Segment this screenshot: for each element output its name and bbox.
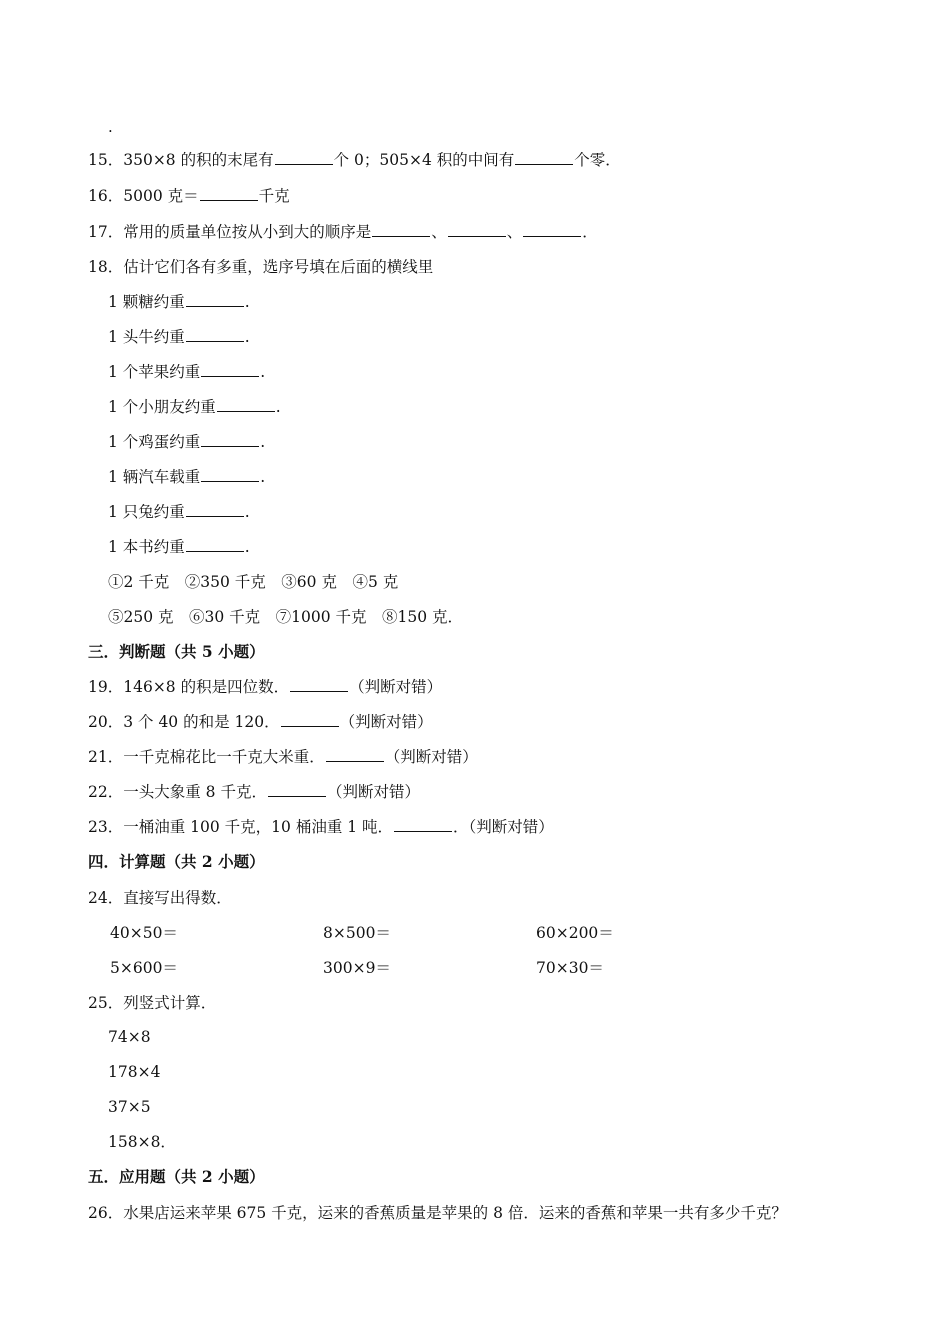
q24-text: 直接写出得数． bbox=[123, 889, 232, 907]
q24-expression: 70×30＝ bbox=[536, 959, 604, 977]
q18-item bbox=[108, 397, 281, 417]
question-18 bbox=[88, 257, 433, 277]
q22-text: 一头大象重 8 千克． bbox=[123, 783, 267, 801]
q18-item bbox=[108, 502, 250, 522]
question-25 bbox=[88, 993, 216, 1013]
q25-expression: 178×4 bbox=[108, 1063, 161, 1081]
q17-number: 17． bbox=[88, 223, 124, 241]
q23-blank[interactable] bbox=[394, 817, 452, 832]
q18-item-label: 1 颗糖约重 bbox=[108, 293, 185, 311]
q18-item bbox=[108, 467, 265, 487]
q18-options-row-1: ①2 千克 ②350 千克 ③60 克 ④5 克 bbox=[108, 573, 399, 591]
question-24 bbox=[88, 888, 232, 908]
q18-item-end: . bbox=[244, 503, 250, 521]
q18-item bbox=[108, 362, 265, 382]
q20-number: 20． bbox=[88, 713, 124, 731]
q18-item bbox=[108, 432, 265, 452]
q20-text: 3 个 40 的和是 120． bbox=[123, 713, 280, 731]
q22-hint: （判断对错） bbox=[326, 783, 420, 801]
q18-item-label: 1 个苹果约重 bbox=[108, 363, 201, 381]
q18-item bbox=[108, 327, 250, 347]
q22-number: 22． bbox=[88, 783, 124, 801]
question-21 bbox=[88, 747, 478, 767]
q19-text: 146×8 的积是四位数． bbox=[123, 678, 290, 696]
q25-expression: 74×8 bbox=[108, 1028, 151, 1046]
q25-text: 列竖式计算． bbox=[123, 994, 217, 1012]
q17-sep-2: 、 bbox=[506, 223, 523, 241]
q20-hint: （判断对错） bbox=[339, 713, 433, 731]
q15-blank-2[interactable] bbox=[515, 150, 573, 165]
q18-item-blank[interactable] bbox=[201, 432, 259, 447]
q24-expression: 300×9＝ bbox=[323, 959, 391, 977]
q19-number: 19． bbox=[88, 678, 124, 696]
q23-text: 一桶油重 100 千克，10 桶油重 1 吨． bbox=[123, 818, 394, 836]
q18-item-blank[interactable] bbox=[186, 537, 244, 552]
q16-text-a: 5000 克＝ bbox=[123, 187, 199, 205]
q21-hint: （判断对错） bbox=[384, 748, 478, 766]
q15-blank-1[interactable] bbox=[275, 150, 333, 165]
q18-item-end: . bbox=[275, 398, 281, 416]
q24-expression: 60×200＝ bbox=[536, 924, 614, 942]
q18-item-blank[interactable] bbox=[186, 327, 244, 342]
q19-hint: （判断对错） bbox=[349, 678, 443, 696]
question-16 bbox=[88, 186, 290, 206]
question-17 bbox=[88, 222, 598, 242]
q17-end: ． bbox=[582, 223, 598, 241]
q18-item bbox=[108, 292, 250, 312]
question-15 bbox=[88, 150, 621, 170]
section-5-heading: 五．应用题（共 2 小题） bbox=[88, 1167, 265, 1186]
q26-number: 26． bbox=[88, 1204, 124, 1222]
page-continuation-dot: . bbox=[108, 118, 113, 136]
q18-item bbox=[108, 537, 250, 557]
question-26 bbox=[88, 1203, 787, 1223]
q18-item-blank[interactable] bbox=[201, 467, 259, 482]
q18-item-label: 1 个鸡蛋约重 bbox=[108, 433, 201, 451]
q18-options-row-2: ⑤250 克 ⑥30 千克 ⑦1000 千克 ⑧150 克． bbox=[108, 608, 464, 626]
q18-item-end: . bbox=[260, 468, 266, 486]
q17-blank-3[interactable] bbox=[523, 222, 581, 237]
q18-item-end: . bbox=[244, 538, 250, 556]
q25-expression: 158×8． bbox=[108, 1133, 176, 1151]
question-23 bbox=[88, 817, 554, 837]
q24-number: 24． bbox=[88, 889, 124, 907]
q18-item-label: 1 个小朋友约重 bbox=[108, 398, 216, 416]
q18-item-label: 1 只兔约重 bbox=[108, 503, 185, 521]
q18-item-label: 1 辆汽车载重 bbox=[108, 468, 201, 486]
q15-number: 15． bbox=[88, 151, 124, 169]
question-20 bbox=[88, 712, 433, 732]
q17-text: 常用的质量单位按从小到大的顺序是 bbox=[123, 223, 372, 241]
q17-blank-1[interactable] bbox=[372, 222, 430, 237]
q18-number: 18． bbox=[88, 258, 124, 276]
q24-expression: 40×50＝ bbox=[110, 924, 178, 942]
q15-text-a: 350×8 的积的末尾有 bbox=[123, 151, 274, 169]
q21-number: 21． bbox=[88, 748, 124, 766]
q22-blank[interactable] bbox=[268, 782, 326, 797]
q25-number: 25． bbox=[88, 994, 124, 1012]
q18-item-blank[interactable] bbox=[201, 362, 259, 377]
q16-blank[interactable] bbox=[200, 186, 258, 201]
section-4-heading: 四．计算题（共 2 小题） bbox=[88, 852, 265, 871]
q18-item-blank[interactable] bbox=[186, 502, 244, 517]
q26-text: 水果店运来苹果 675 千克，运来的香蕉质量是苹果的 8 倍．运来的香蕉和苹果一共有多少千克？ bbox=[123, 1204, 787, 1222]
q24-expression: 5×600＝ bbox=[110, 959, 178, 977]
q21-text: 一千克棉花比一千克大米重． bbox=[123, 748, 325, 766]
q17-sep-1: 、 bbox=[431, 223, 447, 241]
q18-text: 估计它们各有多重，选序号填在后面的横线里 bbox=[123, 258, 434, 276]
q20-blank[interactable] bbox=[281, 712, 339, 727]
q15-text-b: 个 0；505×4 积的中间有 bbox=[333, 151, 515, 169]
q21-blank[interactable] bbox=[326, 747, 384, 762]
q19-blank[interactable] bbox=[290, 677, 348, 692]
q18-item-blank[interactable] bbox=[217, 397, 275, 412]
q23-hint: ．（判断对错） bbox=[453, 818, 554, 836]
section-3-heading: 三．判断题（共 5 小题） bbox=[88, 642, 265, 661]
q18-item-end: . bbox=[244, 293, 250, 311]
q18-item-label: 1 本书约重 bbox=[108, 538, 185, 556]
question-19 bbox=[88, 677, 442, 697]
question-22 bbox=[88, 782, 420, 802]
q17-blank-2[interactable] bbox=[448, 222, 506, 237]
q16-text-b: 千克 bbox=[258, 187, 290, 205]
q18-item-end: . bbox=[260, 433, 266, 451]
q15-text-c: 个零． bbox=[574, 151, 621, 169]
q18-item-end: . bbox=[260, 363, 266, 381]
q18-item-label: 1 头牛约重 bbox=[108, 328, 185, 346]
q18-item-blank[interactable] bbox=[186, 292, 244, 307]
q25-expression: 37×5 bbox=[108, 1098, 151, 1116]
q24-expression: 8×500＝ bbox=[323, 924, 391, 942]
q23-number: 23． bbox=[88, 818, 124, 836]
q18-item-end: . bbox=[244, 328, 250, 346]
q16-number: 16． bbox=[88, 187, 124, 205]
